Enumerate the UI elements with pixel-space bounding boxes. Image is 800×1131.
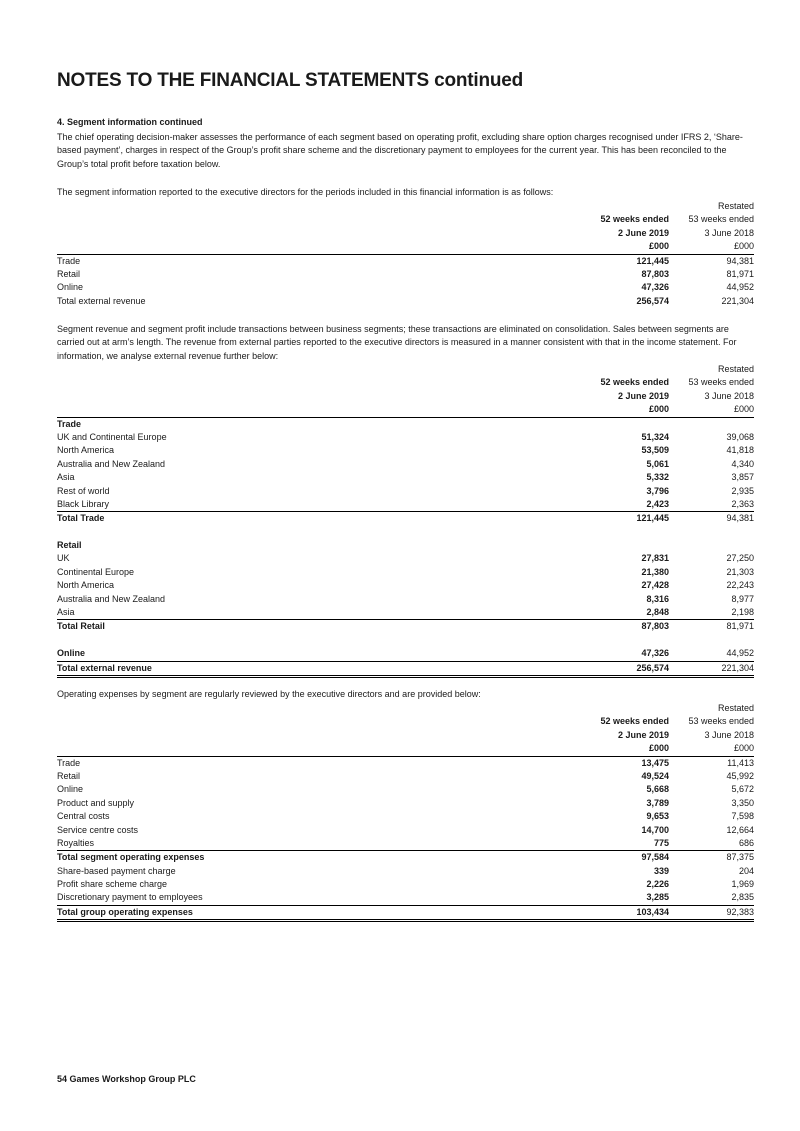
current-period-label: 52 weeks ended xyxy=(600,716,669,727)
prior-value: 12,664 xyxy=(726,824,754,835)
prior-date-label: 3 June 2018 xyxy=(704,227,754,238)
table-row xyxy=(57,757,754,770)
current-value: 87,803 xyxy=(641,268,669,279)
row-label: Total external revenue xyxy=(57,295,146,306)
prior-value: 44,952 xyxy=(726,282,754,293)
row-label: Discretionary payment to employees xyxy=(57,892,203,903)
retail-rows xyxy=(57,552,754,619)
paragraph-operating-expenses-intro: Operating expenses by segment are regularly reviewed by the executive directors and are provided below: xyxy=(57,689,481,699)
table-row xyxy=(57,797,754,810)
current-value: 47,326 xyxy=(641,282,669,293)
paragraph-segment-assessment: The chief operating decision-maker assesses the performance of each segment based on operating profit, excluding share option charges recognised under IFRS 2, ‘Share-based payment’, charges in respect of the Group’s profit share scheme and the discretionary payment to employees for the current year. This has been reconciled to the Group’s total profit before taxation below. xyxy=(57,132,743,169)
row-label: UK and Continental Europe xyxy=(57,431,167,442)
table-row xyxy=(57,647,754,660)
table-row xyxy=(57,824,754,837)
table-row xyxy=(57,593,754,606)
prior-value: 21,303 xyxy=(726,566,754,577)
table-row xyxy=(57,295,754,308)
current-unit-label: £000 xyxy=(648,404,669,415)
row-label: Service centre costs xyxy=(57,824,139,835)
table-row xyxy=(57,850,754,864)
prior-value: 7,598 xyxy=(731,811,754,822)
current-period-label: 52 weeks ended xyxy=(600,377,669,388)
current-value: 5,061 xyxy=(646,458,669,469)
row-label: Product and supply xyxy=(57,797,135,808)
table-row xyxy=(57,837,754,850)
table-row xyxy=(57,905,754,922)
current-value: 14,700 xyxy=(641,824,669,835)
current-value: 5,668 xyxy=(646,784,669,795)
table-row xyxy=(57,619,754,633)
row-label: Retail xyxy=(57,540,82,551)
table-row xyxy=(57,770,754,783)
current-value: 27,428 xyxy=(641,580,669,591)
row-label: Profit share scheme charge xyxy=(57,879,168,890)
table-row xyxy=(57,431,754,444)
current-value: 9,653 xyxy=(646,811,669,822)
row-label: Online xyxy=(57,784,84,795)
prior-value: 3,857 xyxy=(731,472,754,483)
row-label: Continental Europe xyxy=(57,566,135,577)
row-label: Total external revenue xyxy=(57,662,152,673)
external-revenue-analysis-table xyxy=(57,363,754,678)
current-unit-label: £000 xyxy=(648,743,669,754)
column-header xyxy=(57,200,754,255)
current-value: 256,574 xyxy=(636,662,669,673)
row-label: Retail xyxy=(57,268,81,279)
current-date-label: 2 June 2019 xyxy=(617,729,669,740)
trade-total xyxy=(57,511,754,525)
operating-expenses-table xyxy=(57,702,754,922)
prior-value: 27,250 xyxy=(726,553,754,564)
prior-value: 204 xyxy=(738,865,754,876)
current-unit-label: £000 xyxy=(648,241,669,252)
table-body xyxy=(57,255,754,309)
paragraph-segment-information-intro: The segment information reported to the executive directors for the periods included in this financial information is as follows: xyxy=(57,187,554,197)
table-row xyxy=(57,458,754,471)
prior-value: 221,304 xyxy=(721,295,754,306)
paragraph-revenue-analysis: Segment revenue and segment profit include transactions between business segments; these transactions are eliminated on consolidation. Sales between segments are carried out at arm’s length. The revenue from external parties reported to the executive directors is measured in a manner consistent with that in the income statement. For information, we analyse external revenue further below: xyxy=(57,324,737,361)
prior-value: 94,381 xyxy=(726,255,754,266)
prior-value: 221,304 xyxy=(721,662,754,673)
table-row xyxy=(57,606,754,619)
segment-revenue-table xyxy=(57,200,754,308)
table-row xyxy=(57,865,754,878)
row-label: Australia and New Zealand xyxy=(57,593,166,604)
section-heading: 4. Segment information continued xyxy=(57,117,203,127)
current-value: 51,324 xyxy=(641,431,669,442)
current-value: 21,380 xyxy=(641,566,669,577)
current-value: 2,848 xyxy=(646,607,669,618)
current-value: 3,285 xyxy=(646,892,669,903)
row-label: Black Library xyxy=(57,498,110,509)
current-value: 8,316 xyxy=(646,593,669,604)
prior-unit-label: £000 xyxy=(733,241,754,252)
page-title: NOTES TO THE FINANCIAL STATEMENTS continued xyxy=(57,70,524,91)
row-label: Total group operating expenses xyxy=(57,906,193,917)
prior-unit-label: £000 xyxy=(733,404,754,415)
current-value: 2,423 xyxy=(646,498,669,509)
group-expense-total xyxy=(57,905,754,922)
restated-label: Restated xyxy=(717,364,754,374)
table-row xyxy=(57,281,754,294)
current-value: 49,524 xyxy=(641,770,669,781)
table-row xyxy=(57,810,754,823)
other-expense-rows xyxy=(57,865,754,905)
current-value: 103,434 xyxy=(636,906,669,917)
prior-value: 8,977 xyxy=(731,593,754,604)
prior-value: 5,672 xyxy=(731,784,754,795)
current-value: 3,789 xyxy=(646,797,669,808)
retail-heading-row xyxy=(57,539,754,552)
prior-value: 2,198 xyxy=(731,607,754,618)
table-row xyxy=(57,552,754,565)
row-label: Total Retail xyxy=(57,621,105,632)
current-date-label: 2 June 2019 xyxy=(617,390,669,401)
table-row xyxy=(57,511,754,525)
row-label: Trade xyxy=(57,255,81,266)
restated-label: Restated xyxy=(717,703,754,713)
table-row xyxy=(57,444,754,457)
current-value: 87,803 xyxy=(641,621,669,632)
external-total xyxy=(57,661,754,678)
trade-rows xyxy=(57,431,754,511)
prior-value: 2,835 xyxy=(731,892,754,903)
row-label: North America xyxy=(57,580,115,591)
prior-value: 92,383 xyxy=(726,906,754,917)
current-value: 775 xyxy=(653,837,669,848)
row-label: Rest of world xyxy=(57,485,110,496)
row-label: Share-based payment charge xyxy=(57,865,176,876)
prior-value: 44,952 xyxy=(726,648,754,659)
online-row xyxy=(57,647,754,660)
table-row xyxy=(57,485,754,498)
current-value: 97,584 xyxy=(641,852,669,863)
current-date-label: 2 June 2019 xyxy=(617,227,669,238)
current-period-label: 52 weeks ended xyxy=(600,214,669,225)
spacer xyxy=(57,634,754,647)
table-row xyxy=(57,255,754,268)
row-label: Online xyxy=(57,282,84,293)
prior-value: 45,992 xyxy=(726,770,754,781)
table-row xyxy=(57,471,754,484)
prior-value: 2,935 xyxy=(731,485,754,496)
row-label: Royalties xyxy=(57,837,95,848)
row-label: Trade xyxy=(57,757,81,768)
prior-value: 41,818 xyxy=(726,445,754,456)
prior-value: 4,340 xyxy=(731,458,754,469)
prior-value: 81,971 xyxy=(726,621,754,632)
row-label: UK xyxy=(57,553,70,564)
row-label: Online xyxy=(57,648,86,659)
prior-value: 3,350 xyxy=(731,797,754,808)
prior-value: 87,375 xyxy=(726,852,754,863)
current-value: 47,326 xyxy=(641,648,669,659)
current-value: 53,509 xyxy=(641,445,669,456)
table-row xyxy=(57,891,754,904)
table-row xyxy=(57,579,754,592)
column-header xyxy=(57,363,754,418)
retail-total xyxy=(57,619,754,633)
row-label: Total Trade xyxy=(57,513,105,524)
row-label: Total segment operating expenses xyxy=(57,852,205,863)
row-label: Central costs xyxy=(57,811,110,822)
current-value: 256,574 xyxy=(636,295,669,306)
table-row xyxy=(57,783,754,796)
current-value: 121,445 xyxy=(636,513,669,524)
prior-period-label: 53 weeks ended xyxy=(688,377,754,388)
prior-date-label: 3 June 2018 xyxy=(704,729,754,740)
restated-label: Restated xyxy=(717,201,754,211)
row-label: Asia xyxy=(57,472,75,483)
segment-expense-rows xyxy=(57,757,754,851)
current-value: 121,445 xyxy=(636,255,669,266)
current-value: 2,226 xyxy=(646,879,669,890)
prior-value: 22,243 xyxy=(726,580,754,591)
prior-period-label: 53 weeks ended xyxy=(688,214,754,225)
current-value: 5,332 xyxy=(646,472,669,483)
table-row xyxy=(57,661,754,678)
row-label: Trade xyxy=(57,418,82,429)
row-label: Retail xyxy=(57,770,81,781)
trade-heading-row xyxy=(57,418,754,431)
table-row xyxy=(57,498,754,511)
prior-value: 11,413 xyxy=(727,757,754,768)
row-label: Asia xyxy=(57,607,75,618)
table-row xyxy=(57,878,754,891)
row-label: Australia and New Zealand xyxy=(57,458,166,469)
spacer xyxy=(57,526,754,539)
prior-value: 39,068 xyxy=(726,431,754,442)
column-header xyxy=(57,702,754,757)
current-value: 13,475 xyxy=(641,757,669,768)
prior-value: 686 xyxy=(738,837,754,848)
prior-value: 81,971 xyxy=(726,268,754,279)
current-value: 27,831 xyxy=(641,553,669,564)
page-footer: 54 Games Workshop Group PLC xyxy=(57,1074,196,1084)
table-row xyxy=(57,268,754,281)
prior-value: 1,969 xyxy=(731,879,754,890)
segment-expense-total xyxy=(57,850,754,864)
prior-date-label: 3 June 2018 xyxy=(704,390,754,401)
prior-value: 94,381 xyxy=(726,513,754,524)
prior-unit-label: £000 xyxy=(733,743,754,754)
prior-period-label: 53 weeks ended xyxy=(688,716,754,727)
table-row xyxy=(57,566,754,579)
row-label: North America xyxy=(57,445,115,456)
current-value: 3,796 xyxy=(646,485,669,496)
current-value: 339 xyxy=(653,865,669,876)
prior-value: 2,363 xyxy=(731,498,754,509)
